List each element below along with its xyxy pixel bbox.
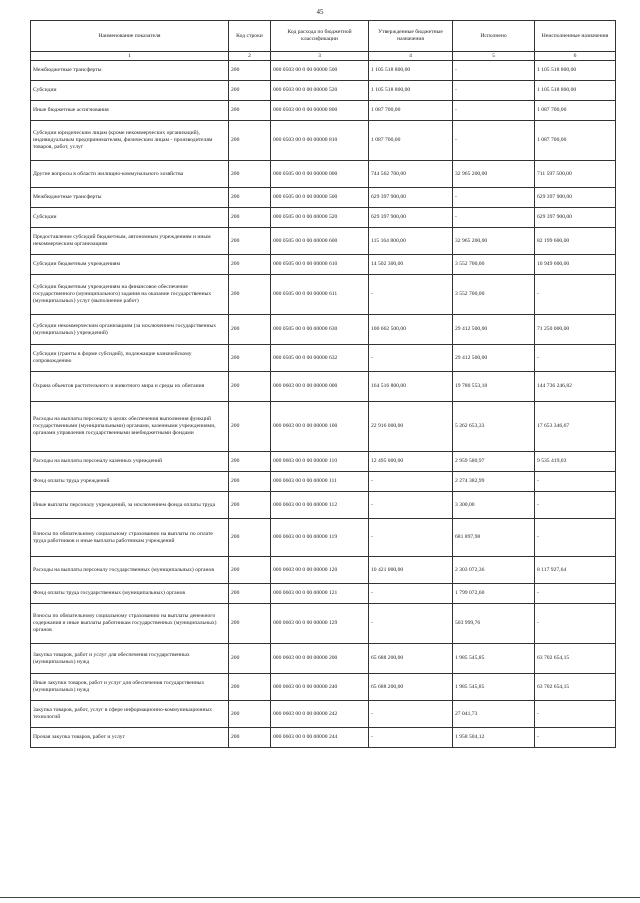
row-executed: 3 552 700,00: [453, 275, 535, 315]
col-number: 6: [535, 52, 616, 61]
row-unexecuted: 1 087 700,00: [535, 121, 616, 161]
row-line-code: 200: [229, 275, 271, 315]
row-name: Субсидии бюджетным учреждениям: [31, 255, 229, 275]
col-number: 3: [271, 52, 369, 61]
row-executed: 3 300,00: [453, 492, 535, 519]
row-line-code: 200: [229, 101, 271, 121]
row-name: Расходы на выплаты персоналу в целях обеспечения выполнения функций государственными (муниципальными) органами, казенными учреждениями, органами управления государственными внебюджетными фондами: [31, 402, 229, 452]
table-row: [31, 61, 616, 81]
row-name: Иные выплаты персоналу учреждений, за исключением фонда оплаты труда: [31, 492, 229, 519]
column-number-row: [31, 52, 616, 61]
row-executed: 1 985 545,85: [453, 644, 535, 674]
row-approved: 22 916 000,00: [369, 402, 453, 452]
row-line-code: 200: [229, 452, 271, 472]
row-line-code: 200: [229, 472, 271, 492]
row-line-code: 200: [229, 228, 271, 255]
row-executed: 2 959 580,97: [453, 452, 535, 472]
row-budget-code: 000 0603 00 0 00 00000 240: [271, 674, 369, 701]
table-row: [31, 472, 616, 492]
row-name: Субсидии (гранты в форме субсидий), подлежащие казначейскому сопровождению: [31, 345, 229, 372]
row-approved: 14 502 300,00: [369, 255, 453, 275]
row-name: Субсидии бюджетным учреждениям на финансовое обеспечение государственного (муниципального) задания на оказание государственных (муниципальных) услуг (выполнение работ): [31, 275, 229, 315]
row-approved: 12 495 000,00: [369, 452, 453, 472]
table-row: [31, 228, 616, 255]
table-row: [31, 161, 616, 188]
table-row: [31, 402, 616, 452]
table-row: [31, 701, 616, 728]
row-name: Закупка товаров, работ и услуг для обеспечения государственных (муниципальных) нужд: [31, 644, 229, 674]
table-row: [31, 188, 616, 208]
row-budget-code: 000 0505 00 0 00 00000 611: [271, 275, 369, 315]
row-approved: 65 688 200,00: [369, 644, 453, 674]
row-unexecuted: -: [535, 519, 616, 557]
row-unexecuted: 144 736 246,82: [535, 372, 616, 402]
row-budget-code: 000 0503 00 0 00 00000 500: [271, 61, 369, 81]
row-approved: 1 105 518 800,00: [369, 61, 453, 81]
row-line-code: 200: [229, 701, 271, 728]
row-line-code: 200: [229, 372, 271, 402]
budget-execution-table: [30, 20, 616, 748]
row-unexecuted: -: [535, 492, 616, 519]
row-unexecuted: 17 653 346,67: [535, 402, 616, 452]
row-budget-code: 000 0505 00 0 00 00000 630: [271, 315, 369, 345]
row-budget-code: 000 0503 00 0 00 00000 520: [271, 81, 369, 101]
row-budget-code: 000 0505 00 0 00 00000 610: [271, 255, 369, 275]
row-budget-code: 000 0603 00 0 00 00000 000: [271, 372, 369, 402]
row-approved: 115 164 800,00: [369, 228, 453, 255]
row-approved: 65 688 200,00: [369, 674, 453, 701]
row-line-code: 200: [229, 604, 271, 644]
row-approved: -: [369, 492, 453, 519]
row-executed: -: [453, 208, 535, 228]
row-approved: 1 087 700,00: [369, 101, 453, 121]
row-budget-code: 000 0503 00 0 00 00000 810: [271, 121, 369, 161]
table-row: [31, 644, 616, 674]
row-unexecuted: 82 199 600,00: [535, 228, 616, 255]
table-row: [31, 372, 616, 402]
row-unexecuted: -: [535, 701, 616, 728]
row-approved: -: [369, 345, 453, 372]
row-executed: -: [453, 188, 535, 208]
row-executed: -: [453, 81, 535, 101]
row-approved: -: [369, 275, 453, 315]
table-row: [31, 519, 616, 557]
row-line-code: 200: [229, 584, 271, 604]
col-header-executed: Исполнено: [453, 21, 535, 52]
row-executed: 3 552 700,00: [453, 255, 535, 275]
row-approved: 164 516 800,00: [369, 372, 453, 402]
table-row: [31, 452, 616, 472]
row-approved: 629 397 900,00: [369, 188, 453, 208]
row-line-code: 200: [229, 519, 271, 557]
table-row: [31, 121, 616, 161]
row-budget-code: 000 0503 00 0 00 00000 800: [271, 101, 369, 121]
col-header-unexecuted: Неисполненные назначения: [535, 21, 616, 52]
row-name: Субсидии некоммерческим организациям (за исключением государственных (муниципальных) учреждений): [31, 315, 229, 345]
row-approved: 1 105 518 800,00: [369, 81, 453, 101]
table-row: [31, 345, 616, 372]
row-name: Другие вопросы в области жилищно-коммунального хозяйства: [31, 161, 229, 188]
row-executed: 1 958 504,12: [453, 728, 535, 748]
row-name: Закупка товаров, работ, услуг в сфере информационно-коммуникационных технологий: [31, 701, 229, 728]
row-budget-code: 000 0603 00 0 00 00000 119: [271, 519, 369, 557]
row-budget-code: 000 0603 00 0 00 00000 100: [271, 402, 369, 452]
row-budget-code: 000 0505 00 0 00 00000 000: [271, 161, 369, 188]
row-unexecuted: 711 597 500,00: [535, 161, 616, 188]
row-name: Субсидии юридическим лицам (кроме некоммерческих организаций), индивидуальным предпринимателям, физическим лицам - производителям товаров, работ, услуг: [31, 121, 229, 161]
col-number: 5: [453, 52, 535, 61]
row-executed: 32 965 200,00: [453, 161, 535, 188]
table-row: [31, 208, 616, 228]
col-number: 2: [229, 52, 271, 61]
row-unexecuted: 63 702 654,15: [535, 674, 616, 701]
table-row: [31, 255, 616, 275]
row-budget-code: 000 0603 00 0 00 00000 110: [271, 452, 369, 472]
table-row: [31, 584, 616, 604]
row-name: Иные бюджетные ассигнования: [31, 101, 229, 121]
row-executed: 2 274 382,99: [453, 472, 535, 492]
row-line-code: 200: [229, 492, 271, 519]
row-approved: 744 562 700,00: [369, 161, 453, 188]
row-unexecuted: -: [535, 728, 616, 748]
row-line-code: 200: [229, 188, 271, 208]
row-unexecuted: 71 250 000,00: [535, 315, 616, 345]
row-budget-code: 000 0505 00 0 00 00000 520: [271, 208, 369, 228]
col-header-budget-code: Код расхода по бюджетной классификации: [271, 21, 369, 52]
row-budget-code: 000 0603 00 0 00 00000 242: [271, 701, 369, 728]
row-executed: 19 780 553,18: [453, 372, 535, 402]
row-approved: -: [369, 701, 453, 728]
row-unexecuted: -: [535, 604, 616, 644]
table-row: [31, 557, 616, 584]
page-number: 45: [316, 8, 324, 16]
row-executed: 681 897,98: [453, 519, 535, 557]
row-unexecuted: 1 105 518 800,00: [535, 81, 616, 101]
row-approved: -: [369, 519, 453, 557]
row-approved: 1 087 700,00: [369, 121, 453, 161]
row-budget-code: 000 0505 00 0 00 00000 500: [271, 188, 369, 208]
row-unexecuted: 9 535 419,03: [535, 452, 616, 472]
row-name: Фонд оплаты труда государственных (муниципальных) органов: [31, 584, 229, 604]
row-executed: -: [453, 61, 535, 81]
row-line-code: 200: [229, 315, 271, 345]
row-executed: 29 412 500,00: [453, 315, 535, 345]
row-executed: 27 041,73: [453, 701, 535, 728]
row-unexecuted: -: [535, 345, 616, 372]
row-budget-code: 000 0603 00 0 00 00000 112: [271, 492, 369, 519]
table-row: [31, 101, 616, 121]
row-line-code: 200: [229, 402, 271, 452]
row-name: Субсидии: [31, 81, 229, 101]
row-line-code: 200: [229, 208, 271, 228]
row-budget-code: 000 0505 00 0 00 00000 600: [271, 228, 369, 255]
table-row: [31, 275, 616, 315]
row-line-code: 200: [229, 61, 271, 81]
row-unexecuted: 1 087 700,00: [535, 101, 616, 121]
row-approved: -: [369, 584, 453, 604]
row-executed: 5 262 653,33: [453, 402, 535, 452]
col-number: 4: [369, 52, 453, 61]
row-line-code: 200: [229, 121, 271, 161]
row-executed: 32 965 200,00: [453, 228, 535, 255]
row-name: Взносы по обязательному социальному страхованию на выплаты денежного содержания и иные выплаты работникам государственных (муниципальных) органов: [31, 604, 229, 644]
row-executed: 1 985 545,85: [453, 674, 535, 701]
row-name: Предоставление субсидий бюджетным, автономным учреждениям и иным некоммерческим организациям: [31, 228, 229, 255]
row-executed: 1 799 072,60: [453, 584, 535, 604]
row-unexecuted: 1 105 518 800,00: [535, 61, 616, 81]
row-line-code: 200: [229, 644, 271, 674]
row-line-code: 200: [229, 255, 271, 275]
row-unexecuted: 629 397 900,00: [535, 188, 616, 208]
row-budget-code: 000 0603 00 0 00 00000 200: [271, 644, 369, 674]
table-row: [31, 315, 616, 345]
col-header-name: Наименование показателя: [31, 21, 229, 52]
row-unexecuted: -: [535, 275, 616, 315]
row-line-code: 200: [229, 728, 271, 748]
row-budget-code: 000 0603 00 0 00 00000 121: [271, 584, 369, 604]
row-budget-code: 000 0603 00 0 00 00000 244: [271, 728, 369, 748]
col-header-line-code: Код строки: [229, 21, 271, 52]
row-executed: 29 412 500,00: [453, 345, 535, 372]
row-approved: 100 662 500,00: [369, 315, 453, 345]
table-row: [31, 604, 616, 644]
row-name: Расходы на выплаты персоналу государственных (муниципальных) органов: [31, 557, 229, 584]
row-name: Межбюджетные трансферты: [31, 61, 229, 81]
row-line-code: 200: [229, 674, 271, 701]
row-name: Прочая закупка товаров, работ и услуг: [31, 728, 229, 748]
table-row: [31, 674, 616, 701]
row-budget-code: 000 0505 00 0 00 00000 632: [271, 345, 369, 372]
table-row: [31, 728, 616, 748]
row-name: Субсидии: [31, 208, 229, 228]
row-approved: 629 397 900,00: [369, 208, 453, 228]
row-line-code: 200: [229, 345, 271, 372]
table-row: [31, 492, 616, 519]
row-approved: 10 421 000,00: [369, 557, 453, 584]
table-row: [31, 81, 616, 101]
row-unexecuted: 629 397 900,00: [535, 208, 616, 228]
row-approved: -: [369, 728, 453, 748]
row-unexecuted: 63 702 654,15: [535, 644, 616, 674]
row-name: Фонд оплаты труда учреждений: [31, 472, 229, 492]
row-approved: -: [369, 604, 453, 644]
row-line-code: 200: [229, 81, 271, 101]
row-name: Иные закупки товаров, работ и услуг для обеспечения государственных (муниципальных) нужд: [31, 674, 229, 701]
row-executed: -: [453, 121, 535, 161]
row-budget-code: 000 0603 00 0 00 00000 129: [271, 604, 369, 644]
row-name: Межбюджетные трансферты: [31, 188, 229, 208]
page-bottom-rule: [0, 897, 640, 898]
row-executed: -: [453, 101, 535, 121]
table-body: [31, 61, 616, 748]
col-number: 1: [31, 52, 229, 61]
row-name: Взносы по обязательному социальному страхованию на выплаты по оплате труда работников и иные выплаты работникам учреждений: [31, 519, 229, 557]
row-budget-code: 000 0603 00 0 00 00000 120: [271, 557, 369, 584]
col-header-approved: Утвержденные бюджетные назначения: [369, 21, 453, 52]
row-unexecuted: 10 949 600,00: [535, 255, 616, 275]
row-name: Охрана объектов растительного и животного мира и среды их обитания: [31, 372, 229, 402]
table-header-row: [31, 21, 616, 52]
row-line-code: 200: [229, 161, 271, 188]
row-unexecuted: 8 117 927,64: [535, 557, 616, 584]
row-line-code: 200: [229, 557, 271, 584]
row-name: Расходы на выплаты персоналу казенных учреждений: [31, 452, 229, 472]
row-unexecuted: -: [535, 472, 616, 492]
row-budget-code: 000 0603 00 0 00 00000 111: [271, 472, 369, 492]
row-executed: 503 999,76: [453, 604, 535, 644]
row-unexecuted: -: [535, 584, 616, 604]
row-executed: 2 303 072,36: [453, 557, 535, 584]
row-approved: -: [369, 472, 453, 492]
